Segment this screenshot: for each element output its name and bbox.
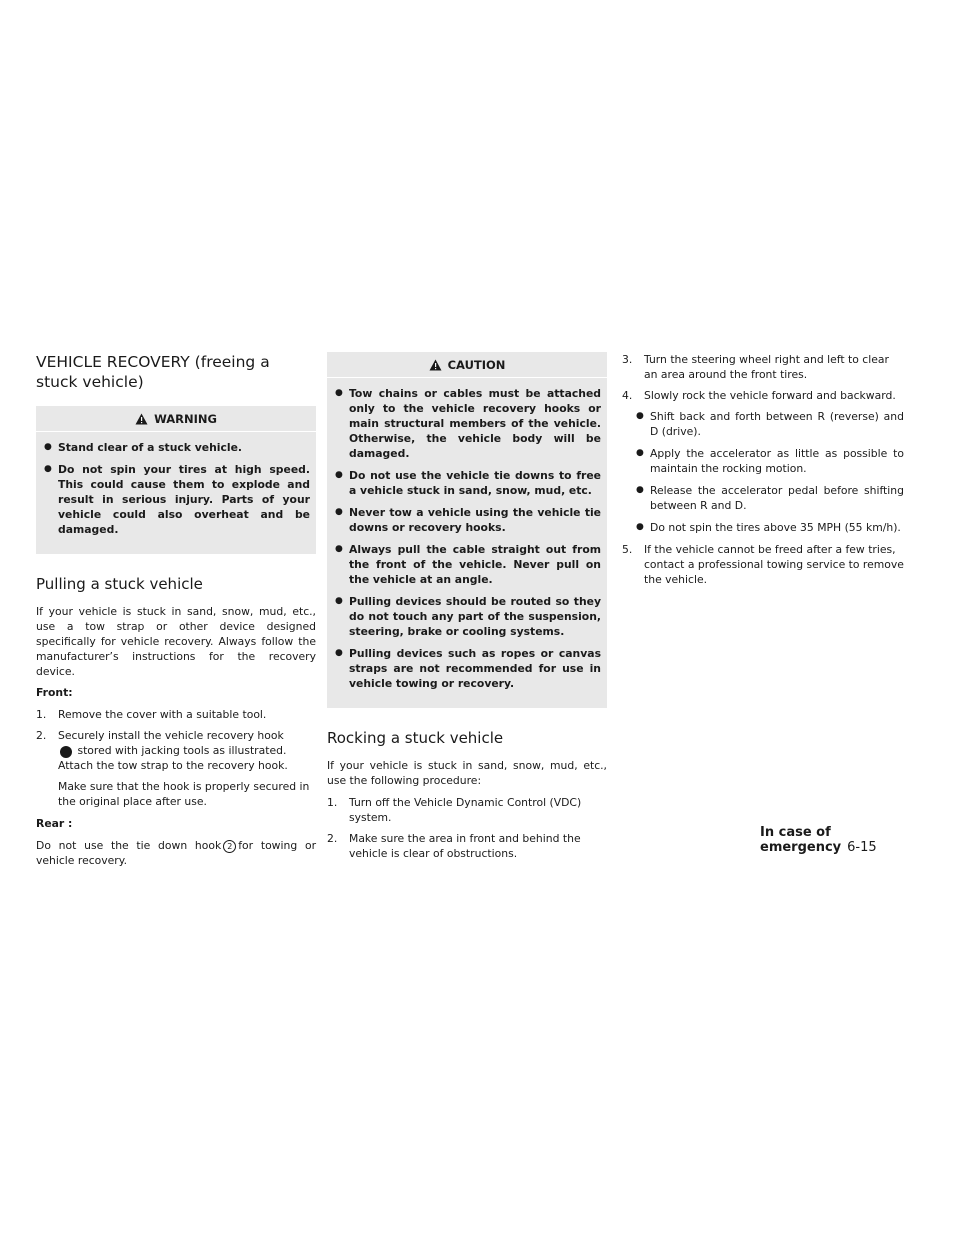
rocking-title: Rocking a stuck vehicle — [327, 729, 504, 747]
rear-text — [36, 838, 316, 868]
step-number: 1. — [36, 708, 47, 721]
step2-note: Make sure that the hook is properly secured in the original place after use. — [58, 780, 310, 808]
column-middle — [327, 352, 607, 867]
callout-2-badge: 2 — [223, 840, 236, 853]
rocking-sub-item: ● Shift back and forth between R (reverse) and D (drive). — [636, 409, 904, 439]
caution-item: ● Tow chains or cables must be attached only to the vehicle recovery hooks or main structural members of the vehicle. Otherwise, the vehicle body will be damaged. — [335, 386, 601, 461]
pulling-intro: If your vehicle is stuck in sand, snow, mud, etc., use a tow strap or other device designed specifically for vehicle recovery. Always follow the manufacturer’s instructions for the recovery device. — [36, 605, 316, 678]
step-number: 5. — [622, 543, 633, 556]
rocking-step — [622, 352, 904, 382]
rocking-sub-item: ● Release the accelerator pedal before shifting between R and D. — [636, 483, 904, 513]
caution-item: ● Never tow a vehicle using the vehicle tie downs or recovery hooks. — [335, 505, 601, 535]
rocking-sub-item: ● Apply the accelerator as little as possible to maintain the rocking motion. — [636, 446, 904, 476]
caution-item: ● Do not use the vehicle tie downs to free a vehicle stuck in sand, snow, mud, etc. — [335, 468, 601, 498]
pulling-title: Pulling a stuck vehicle — [36, 575, 203, 593]
rear-text-pre: Do not use the tie down hook — [36, 839, 222, 852]
step-text: Slowly rock the vehicle forward and backward. — [644, 389, 896, 402]
warning-item: ● Do not spin your tires at high speed. This could cause them to explode and result in serious injury. Parts of your vehicle could also overheat and be damaged. — [44, 462, 310, 537]
front-steps — [36, 707, 316, 773]
footer-section: In case of emergency — [760, 825, 842, 855]
caution-item: ● Pulling devices such as ropes or canvas straps are not recommended for use in vehicle towing or recovery. — [335, 646, 601, 691]
rocking-intro: If your vehicle is stuck in sand, snow, mud, etc., use the following procedure: — [327, 759, 607, 787]
step-text: Turn off the Vehicle Dynamic Control (VDC) system. — [349, 796, 582, 824]
warning-icon — [135, 413, 148, 425]
step-number: 2. — [327, 832, 338, 845]
step-text: If the vehicle cannot be freed after a few tries, contact a professional towing service to remove the vehicle. — [644, 543, 904, 586]
caution-list — [335, 386, 601, 691]
warning-box — [36, 406, 316, 554]
rocking-step — [622, 542, 904, 587]
step-number: 1. — [327, 796, 338, 809]
column-left — [36, 352, 316, 875]
main-title: VEHICLE RECOVERY (freeing a stuck vehicle) — [36, 353, 270, 391]
caution-title: CAUTION — [447, 358, 506, 372]
front-step-1 — [36, 707, 316, 722]
rocking-step — [622, 388, 904, 403]
rear-label: Rear : — [36, 817, 73, 830]
caution-header — [327, 352, 607, 378]
step-number: 4. — [622, 389, 633, 402]
rocking-steps-a — [327, 795, 607, 861]
step-number: 2. — [36, 729, 47, 742]
warning-list — [44, 440, 310, 537]
step-text: Turn the steering wheel right and left to clear an area around the front tires. — [644, 353, 889, 381]
rocking-step — [327, 831, 607, 861]
step-text: stored with jacking tools as illustrated. Attach the tow strap to the recovery hook. — [58, 744, 288, 772]
caution-item: ● Always pull the cable straight out from the front of the vehicle. Never pull on the vehicle at an angle. — [335, 542, 601, 587]
rocking-steps-c — [622, 542, 904, 587]
callout-1-badge: 1 — [60, 746, 72, 758]
caution-item: ● Pulling devices should be routed so they do not touch any part of the suspension, steering, brake or cooling systems. — [335, 594, 601, 639]
rear-text-post: for towing or vehicle recovery. — [36, 839, 317, 867]
rocking-step — [327, 795, 607, 825]
warning-title: WARNING — [154, 412, 217, 426]
warning-item: ● Stand clear of a stuck vehicle. — [44, 440, 310, 455]
step-text: Securely install the vehicle recovery hook — [58, 729, 284, 742]
column-right — [622, 352, 904, 593]
page-number: 6-15 — [847, 840, 877, 855]
step-text: Remove the cover with a suitable tool. — [58, 708, 267, 721]
front-label: Front: — [36, 686, 73, 699]
step-number: 3. — [622, 353, 633, 366]
front-step-2 — [36, 728, 316, 773]
step-text: Make sure the area in front and behind the vehicle is clear of obstructions. — [349, 832, 581, 860]
page-footer — [760, 825, 920, 855]
rocking-sub-list — [622, 409, 904, 535]
caution-box — [327, 352, 607, 708]
rocking-steps-b — [622, 352, 904, 403]
rocking-sub-item: ● Do not spin the tires above 35 MPH (55 km/h). — [636, 520, 904, 535]
caution-icon — [429, 359, 442, 371]
warning-header — [36, 406, 316, 432]
